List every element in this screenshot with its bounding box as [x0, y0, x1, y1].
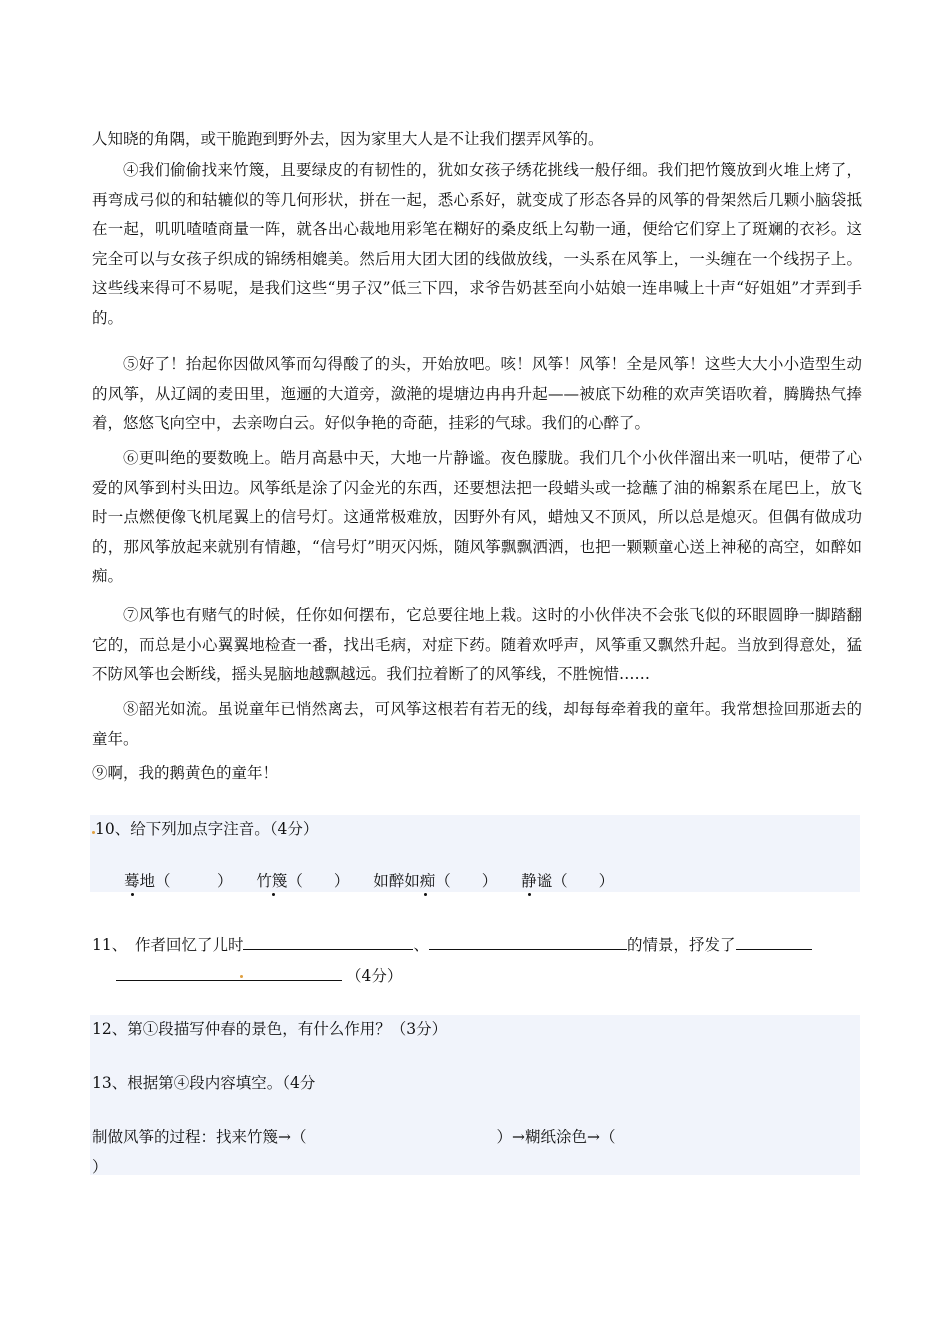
pinyin-item-2: 竹篾（ ）	[256, 872, 350, 890]
question-11-suffix: （4分）	[346, 967, 403, 985]
question-13-title: 13、根据第④段内容填空。（4分	[92, 1074, 316, 1092]
question-11-line-2	[116, 964, 402, 987]
answer-blank-1[interactable]	[243, 933, 413, 950]
question-10-title	[92, 818, 318, 840]
question-11-prefix: 11、 作者回忆了儿时	[92, 936, 244, 954]
answer-blank-2[interactable]	[429, 933, 627, 950]
pinyin-item-3: 如醉如痴（ ）	[373, 872, 498, 890]
question-13-part-a: 制做风筝的过程：找来竹篾→（	[92, 1128, 307, 1146]
marker-dot	[240, 975, 243, 978]
emphasis-dot	[424, 893, 427, 896]
paragraph-7: ⑦风筝也有赌气的时候，任你如何摆布，它总要往地上栽。这时的小伙伴决不会张飞似的环眼圆睁一脚踏翻它的，而总是小心翼翼地检查一番，找出毛病，对症下药。随着欢呼声，风筝重又飘然升起。当放到得意处，猛不防风筝也会断线，摇头晃脑地越飘越远。我们拉着断了的风筝线，不胜惋惜……	[92, 606, 862, 683]
emphasis-dot	[272, 893, 275, 896]
question-11-line-1	[92, 933, 812, 956]
paragraph-4: ④我们偷偷找来竹篾，且要绿皮的有韧性的，犹如女孩子绣花挑线一般仔细。我们把竹篾放到火堆上烤了，再弯成弓似的和轱辘似的等几何形状，拼在一起，悉心系好，就变成了形态各异的风筝的骨架然后几颗小脑袋抵在一起，叽叽喳喳商量一阵，就各出心裁地用彩笔在糊好的桑皮纸上勾勒一通，便给它们穿上了斑斓的衣衫。这完全可以与女孩子织成的锦绣相媲美。然后用大团大团的线做放线，一头系在风筝上，一头缠在一个线拐子上。这些线来得可不易呢，是我们这些“男子汉”低三下四，求爷告奶甚至向小姑娘一连串喊上十声“好姐姐”才弄到手的。	[92, 161, 862, 327]
answer-blank-3[interactable]	[736, 933, 812, 950]
pinyin-item-4: 静谧（ ）	[521, 872, 615, 890]
question-10-text: 10、给下列加点字注音。（4分）	[95, 820, 319, 838]
question-13-line-c: ）	[92, 1158, 108, 1176]
emphasis-dot	[528, 893, 531, 896]
question-13-part-b: ）→糊纸涂色→（	[496, 1128, 616, 1146]
answer-blank-4[interactable]	[116, 964, 342, 981]
question-10-items	[124, 870, 614, 892]
paragraph-8: ⑧韶光如流。虽说童年已悄然离去，可风筝这根若有若无的线，却每每牵着我的童年。我常想捡回那逝去的童年。	[92, 700, 862, 748]
question-11-sep: 、	[413, 936, 429, 954]
question-13-line-a	[92, 1126, 615, 1148]
paragraph-6: ⑥更叫绝的要数晚上。皓月高悬中天，大地一片静谧。夜色朦胧。我们几个小伙伴溜出来一叽咕，便带了心爱的风筝到村头田边。风筝纸是涂了闪金光的东西，还要想法把一段蜡头或一捻蘸了油的棉絮系在尾巴上，放飞时一点燃便像飞机尾翼上的信号灯。这通常极难放，因野外有风，蜡烛又不顶风，所以总是熄灭。但偶有做成功的，那风筝放起来就别有情趣，“信号灯”明灭闪烁，随风筝飘飘洒洒，也把一颗颗童心送上神秘的高空，如醉如痴。	[92, 449, 862, 585]
question-11-mid: 的情景，抒发了	[627, 936, 736, 954]
paragraph-continuation: 人知晓的角隅，或干脆跑到野外去，因为家里大人是不让我们摆弄风筝的。	[92, 130, 604, 148]
paragraph-5: ⑤好了！抬起你因做风筝而勾得酸了的头，开始放吧。咳！风筝！风筝！全是风筝！这些大大小小造型生动的风筝，从辽阔的麦田里，迤逦的大道旁，潋滟的堤塘边冉冉升起——被底下幼稚的欢声笑语吹着，腾腾热气捧着，悠悠飞向空中，去亲吻白云。好似争艳的奇葩，挂彩的气球。我们的心醉了。	[92, 355, 862, 432]
paragraph-9: ⑨啊，我的鹅黄色的童年！	[92, 764, 279, 782]
emphasis-dot	[131, 893, 134, 896]
pinyin-item-1: 蓦地（ ）	[124, 872, 233, 890]
question-12: 12、第①段描写仲春的景色，有什么作用？（3分）	[92, 1020, 448, 1038]
